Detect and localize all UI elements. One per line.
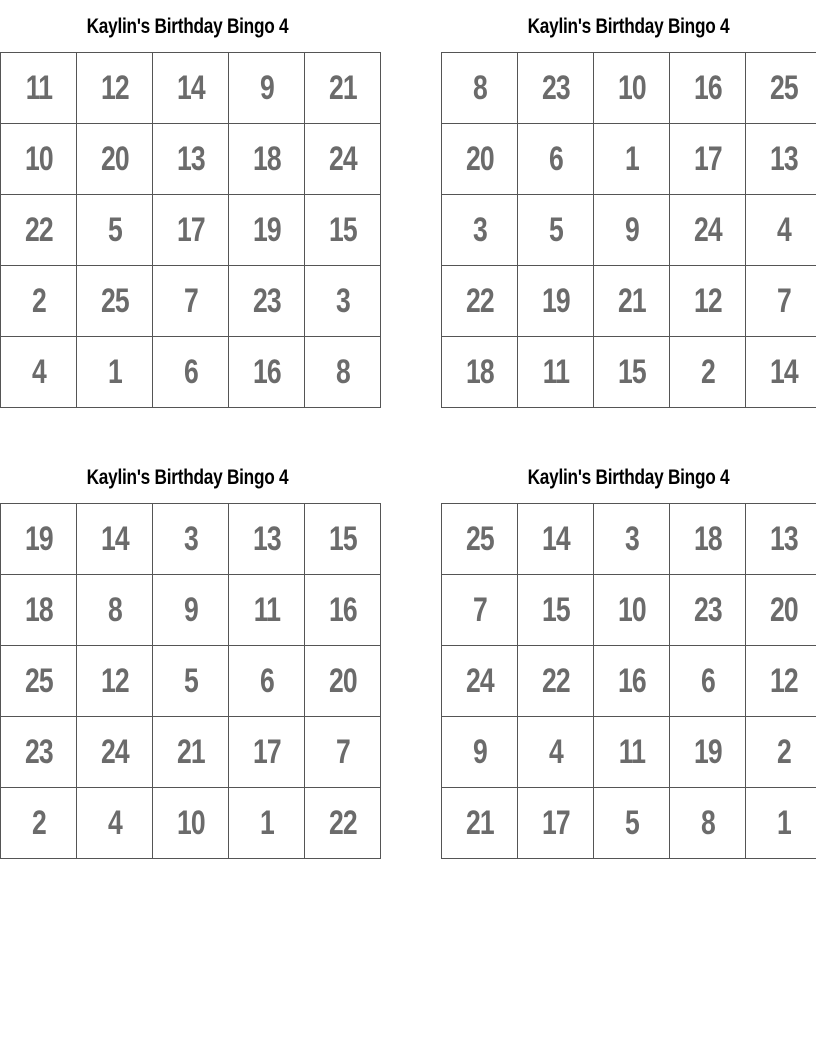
bingo-number: 7 [335, 732, 350, 771]
bingo-cell [305, 646, 381, 717]
bingo-grid [0, 52, 381, 408]
bingo-number: 9 [624, 210, 639, 249]
bingo-cell [518, 717, 594, 788]
bingo-grid [441, 503, 816, 859]
bingo-cell [670, 124, 746, 195]
bingo-number: 12 [100, 661, 129, 700]
bingo-cell [670, 717, 746, 788]
bingo-cell [442, 788, 518, 859]
bingo-number: 12 [693, 281, 722, 320]
bingo-cell [442, 195, 518, 266]
bingo-number: 14 [541, 519, 570, 558]
bingo-row [442, 575, 816, 646]
bingo-cell [670, 266, 746, 337]
bingo-number: 13 [769, 519, 798, 558]
bingo-number: 10 [617, 590, 646, 629]
bingo-cell [746, 337, 816, 408]
bingo-cell [229, 575, 305, 646]
bingo-cell [153, 646, 229, 717]
bingo-number: 5 [107, 210, 122, 249]
bingo-number: 7 [776, 281, 791, 320]
bingo-cell [594, 717, 670, 788]
bingo-number: 18 [24, 590, 53, 629]
bingo-cell [77, 646, 153, 717]
bingo-cell [77, 788, 153, 859]
bingo-number: 21 [176, 732, 205, 771]
bingo-cell [670, 646, 746, 717]
bingo-number: 15 [328, 519, 357, 558]
bingo-number: 22 [541, 661, 570, 700]
bingo-cell [229, 504, 305, 575]
bingo-number: 15 [541, 590, 570, 629]
bingo-cell [1, 53, 77, 124]
bingo-number: 24 [100, 732, 129, 771]
bingo-number: 10 [24, 139, 53, 178]
bingo-number: 19 [693, 732, 722, 771]
bingo-cell [229, 337, 305, 408]
bingo-cell [746, 504, 816, 575]
bingo-cell [153, 266, 229, 337]
bingo-cell [305, 337, 381, 408]
bingo-cell [518, 575, 594, 646]
bingo-cell [153, 788, 229, 859]
bingo-cell [1, 124, 77, 195]
bingo-cell [305, 504, 381, 575]
bingo-number: 25 [24, 661, 53, 700]
bingo-cell [229, 124, 305, 195]
bingo-cell [746, 717, 816, 788]
bingo-cell [746, 195, 816, 266]
bingo-number: 20 [465, 139, 494, 178]
bingo-cell [153, 575, 229, 646]
bingo-cell [305, 195, 381, 266]
bingo-number: 3 [335, 281, 350, 320]
bingo-cell [153, 195, 229, 266]
bingo-number: 19 [541, 281, 570, 320]
bingo-number: 5 [624, 803, 639, 842]
bingo-cell [77, 195, 153, 266]
bingo-number: 16 [617, 661, 646, 700]
bingo-grid [0, 503, 381, 859]
bingo-number: 5 [183, 661, 198, 700]
bingo-number: 16 [328, 590, 357, 629]
bingo-cell [594, 195, 670, 266]
bingo-number: 7 [183, 281, 198, 320]
bingo-cell [77, 337, 153, 408]
bingo-cell [229, 195, 305, 266]
bingo-cell [746, 575, 816, 646]
bingo-number: 4 [776, 210, 791, 249]
bingo-row [1, 124, 381, 195]
bingo-number: 3 [624, 519, 639, 558]
bingo-cell [305, 788, 381, 859]
bingo-row [442, 504, 816, 575]
bingo-cell [442, 646, 518, 717]
bingo-cell [670, 504, 746, 575]
bingo-number: 23 [693, 590, 722, 629]
bingo-cell [518, 788, 594, 859]
bingo-number: 2 [31, 281, 46, 320]
bingo-cell [670, 575, 746, 646]
bingo-cell [518, 53, 594, 124]
bingo-cell [305, 717, 381, 788]
bingo-cell [518, 646, 594, 717]
bingo-cell [594, 266, 670, 337]
bingo-number: 6 [700, 661, 715, 700]
bingo-cell [1, 195, 77, 266]
bingo-cell [746, 646, 816, 717]
bingo-cell [518, 337, 594, 408]
bingo-number: 14 [769, 352, 798, 391]
bingo-cell [594, 124, 670, 195]
bingo-cell [229, 788, 305, 859]
bingo-number: 8 [107, 590, 122, 629]
bingo-cell [1, 788, 77, 859]
bingo-number: 22 [24, 210, 53, 249]
bingo-number: 11 [25, 68, 52, 107]
bingo-cell [442, 717, 518, 788]
bingo-number: 6 [183, 352, 198, 391]
bingo-number: 17 [252, 732, 281, 771]
bingo-cell [670, 788, 746, 859]
bingo-number: 17 [693, 139, 722, 178]
bingo-row [442, 195, 816, 266]
bingo-number: 11 [618, 732, 645, 771]
bingo-cell [518, 195, 594, 266]
bingo-number: 1 [259, 803, 274, 842]
bingo-number: 4 [548, 732, 563, 771]
bingo-number: 8 [472, 68, 487, 107]
bingo-number: 4 [107, 803, 122, 842]
bingo-number: 13 [252, 519, 281, 558]
bingo-number: 17 [176, 210, 205, 249]
bingo-cell [305, 575, 381, 646]
bingo-row [1, 646, 381, 717]
bingo-number: 23 [24, 732, 53, 771]
bingo-number: 20 [328, 661, 357, 700]
bingo-cell [594, 788, 670, 859]
bingo-cell [229, 717, 305, 788]
bingo-number: 18 [465, 352, 494, 391]
card-title: Kaylin's Birthday Bingo 4 [86, 15, 289, 38]
bingo-row [1, 337, 381, 408]
bingo-number: 14 [100, 519, 129, 558]
bingo-number: 19 [252, 210, 281, 249]
bingo-cell [746, 788, 816, 859]
bingo-number: 13 [769, 139, 798, 178]
bingo-number: 24 [328, 139, 357, 178]
bingo-cell [153, 53, 229, 124]
bingo-cell [594, 646, 670, 717]
bingo-row [1, 195, 381, 266]
bingo-cell [1, 717, 77, 788]
bingo-row [442, 53, 816, 124]
bingo-grid [441, 52, 816, 408]
bingo-cell [77, 266, 153, 337]
bingo-number: 8 [335, 352, 350, 391]
bingo-cell [670, 337, 746, 408]
bingo-cell [442, 266, 518, 337]
bingo-number: 16 [252, 352, 281, 391]
bingo-cell [746, 124, 816, 195]
bingo-number: 24 [693, 210, 722, 249]
bingo-cell [1, 504, 77, 575]
bingo-cell [1, 337, 77, 408]
bingo-number: 15 [328, 210, 357, 249]
bingo-number: 10 [176, 803, 205, 842]
bingo-cell [1, 646, 77, 717]
bingo-number: 2 [776, 732, 791, 771]
bingo-cell [670, 195, 746, 266]
bingo-number: 9 [472, 732, 487, 771]
bingo-number: 8 [700, 803, 715, 842]
bingo-number: 22 [465, 281, 494, 320]
bingo-cell [442, 575, 518, 646]
bingo-number: 25 [465, 519, 494, 558]
bingo-cell [442, 124, 518, 195]
bingo-number: 1 [776, 803, 791, 842]
bingo-number: 1 [624, 139, 639, 178]
bingo-row [442, 717, 816, 788]
bingo-cell [442, 337, 518, 408]
bingo-number: 12 [769, 661, 798, 700]
bingo-number: 3 [183, 519, 198, 558]
bingo-number: 2 [31, 803, 46, 842]
bingo-number: 18 [693, 519, 722, 558]
bingo-row [442, 124, 816, 195]
bingo-number: 25 [100, 281, 129, 320]
bingo-cell [1, 266, 77, 337]
bingo-cell [305, 266, 381, 337]
card-title: Kaylin's Birthday Bingo 4 [86, 466, 289, 489]
bingo-row [1, 717, 381, 788]
bingo-number: 21 [328, 68, 357, 107]
bingo-cell [594, 337, 670, 408]
bingo-cell [594, 53, 670, 124]
bingo-number: 21 [617, 281, 646, 320]
bingo-number: 16 [693, 68, 722, 107]
bingo-cell [153, 124, 229, 195]
bingo-cell [153, 717, 229, 788]
bingo-cell [746, 53, 816, 124]
card-title: Kaylin's Birthday Bingo 4 [527, 15, 730, 38]
bingo-cell [153, 504, 229, 575]
bingo-number: 12 [100, 68, 129, 107]
bingo-number: 6 [259, 661, 274, 700]
bingo-cell [305, 53, 381, 124]
bingo-number: 11 [253, 590, 280, 629]
bingo-cell [305, 124, 381, 195]
bingo-number: 9 [259, 68, 274, 107]
bingo-cell [518, 124, 594, 195]
bingo-number: 14 [176, 68, 205, 107]
bingo-number: 20 [100, 139, 129, 178]
bingo-number: 22 [328, 803, 357, 842]
bingo-number: 3 [472, 210, 487, 249]
bingo-number: 7 [472, 590, 487, 629]
bingo-cell [442, 53, 518, 124]
bingo-cell [229, 53, 305, 124]
bingo-cell [1, 575, 77, 646]
bingo-cell [77, 717, 153, 788]
bingo-row [442, 646, 816, 717]
bingo-number: 17 [541, 803, 570, 842]
bingo-number: 23 [252, 281, 281, 320]
bingo-number: 1 [107, 352, 122, 391]
bingo-cell [153, 337, 229, 408]
bingo-cell [518, 266, 594, 337]
bingo-number: 10 [617, 68, 646, 107]
bingo-cell [594, 575, 670, 646]
bingo-row [1, 504, 381, 575]
bingo-row [442, 788, 816, 859]
bingo-cell [442, 504, 518, 575]
bingo-number: 18 [252, 139, 281, 178]
bingo-number: 15 [617, 352, 646, 391]
bingo-cell [670, 53, 746, 124]
bingo-cell [518, 504, 594, 575]
bingo-cell [229, 266, 305, 337]
bingo-number: 11 [542, 352, 569, 391]
bingo-number: 19 [24, 519, 53, 558]
bingo-row [1, 788, 381, 859]
bingo-cell [77, 504, 153, 575]
bingo-cell [77, 124, 153, 195]
bingo-number: 5 [548, 210, 563, 249]
bingo-number: 23 [541, 68, 570, 107]
bingo-cell [594, 504, 670, 575]
bingo-number: 24 [465, 661, 494, 700]
bingo-number: 21 [465, 803, 494, 842]
bingo-number: 6 [548, 139, 563, 178]
bingo-row [1, 575, 381, 646]
bingo-cell [77, 575, 153, 646]
bingo-cell [746, 266, 816, 337]
bingo-row [442, 337, 816, 408]
bingo-cell [229, 646, 305, 717]
bingo-number: 25 [769, 68, 798, 107]
bingo-row [1, 53, 381, 124]
bingo-cell [77, 53, 153, 124]
bingo-number: 9 [183, 590, 198, 629]
bingo-number: 20 [769, 590, 798, 629]
bingo-number: 13 [176, 139, 205, 178]
bingo-number: 2 [700, 352, 715, 391]
bingo-number: 4 [31, 352, 46, 391]
bingo-row [1, 266, 381, 337]
bingo-row [442, 266, 816, 337]
card-title: Kaylin's Birthday Bingo 4 [527, 466, 730, 489]
